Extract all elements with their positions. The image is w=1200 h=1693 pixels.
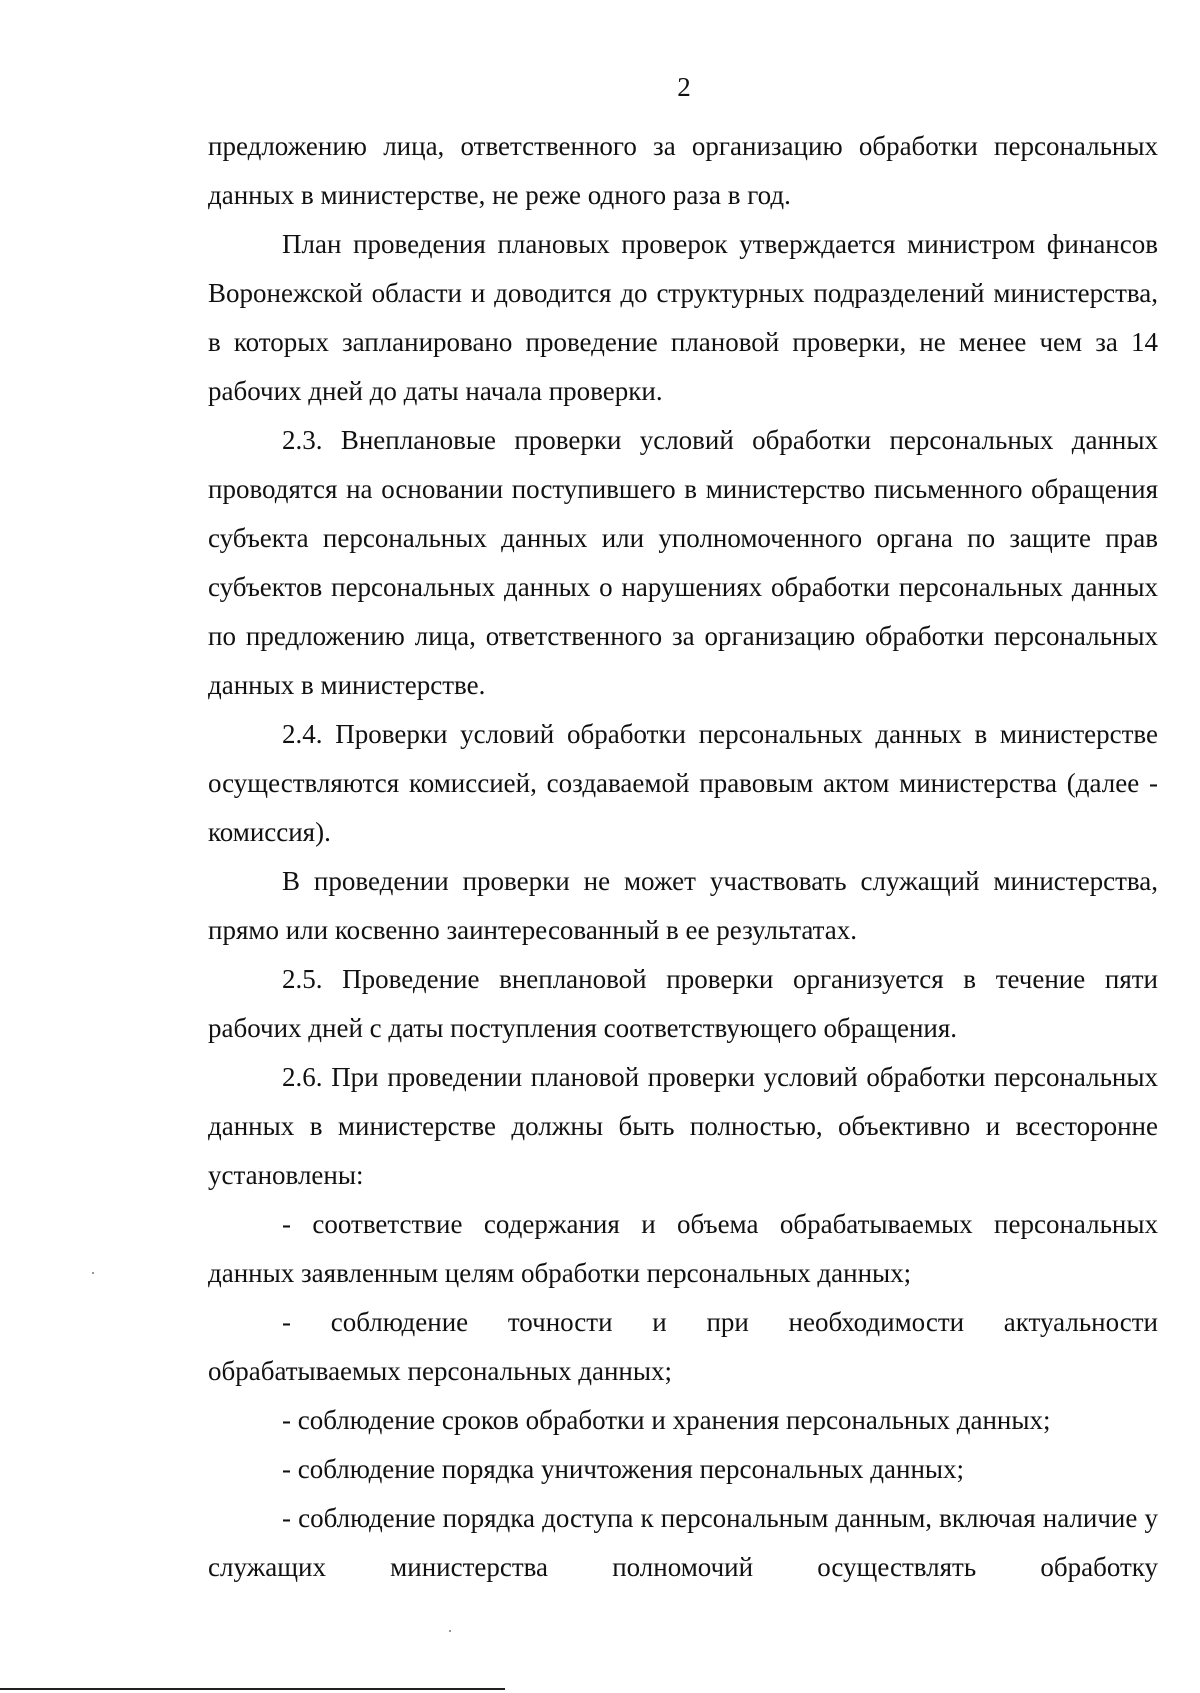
paragraph-plan: План проведения плановых проверок утверждается министром финансов Воронежской области и доводится до структурных подразделений министерства, в которых запланировано проведение плановой проверки, не менее чем за 14 рабочих дней до даты начала проверки.	[208, 229, 1158, 406]
document-body	[208, 122, 1158, 1592]
scan-speck	[449, 1630, 451, 1632]
paragraph-2-6: 2.6. При проведении плановой проверки условий обработки персональных данных в министерстве должны быть полностью, объективно и всесторонне установлены:	[208, 1062, 1158, 1190]
list-item-access: - соблюдение порядка доступа к персональным данным, включая наличие у служащих министерства полномочий осуществлять обработку	[208, 1503, 1158, 1582]
scan-speck	[92, 1272, 94, 1274]
paragraph-continuation: предложению лица, ответственного за организацию обработки персональных данных в министерстве, не реже одного раза в год.	[208, 131, 1158, 210]
list-item-accuracy: - соблюдение точности и при необходимости актуальности обрабатываемых персональных данных;	[208, 1307, 1158, 1386]
page-number: 2	[677, 72, 691, 102]
scan-edge-line	[0, 1688, 505, 1690]
paragraph-2-4: 2.4. Проверки условий обработки персональных данных в министерстве осуществляются комиссией, создаваемой правовым актом министерства (далее - комиссия).	[208, 719, 1158, 847]
list-item-destruction: - соблюдение порядка уничтожения персональных данных;	[282, 1454, 965, 1484]
list-item-content-volume: - соответствие содержания и объема обрабатываемых персональных данных заявленным целям обработки персональных данных;	[208, 1209, 1158, 1288]
list-item-terms: - соблюдение сроков обработки и хранения персональных данных;	[282, 1405, 1051, 1435]
paragraph-participation: В проведении проверки не может участвовать служащий министерства, прямо или косвенно заинтересованный в ее результатах.	[208, 866, 1158, 945]
paragraph-2-5: 2.5. Проведение внеплановой проверки организуется в течение пяти рабочих дней с даты поступления соответствующего обращения.	[208, 964, 1158, 1043]
paragraph-2-3: 2.3. Внеплановые проверки условий обработки персональных данных проводятся на основании поступившего в министерство письменного обращения субъекта персональных данных или уполномоченного органа по защите прав субъектов персональных данных о нарушениях обработки персональных данных по предложению лица, ответственного за организацию обработки персональных данных в министерстве.	[208, 425, 1158, 700]
